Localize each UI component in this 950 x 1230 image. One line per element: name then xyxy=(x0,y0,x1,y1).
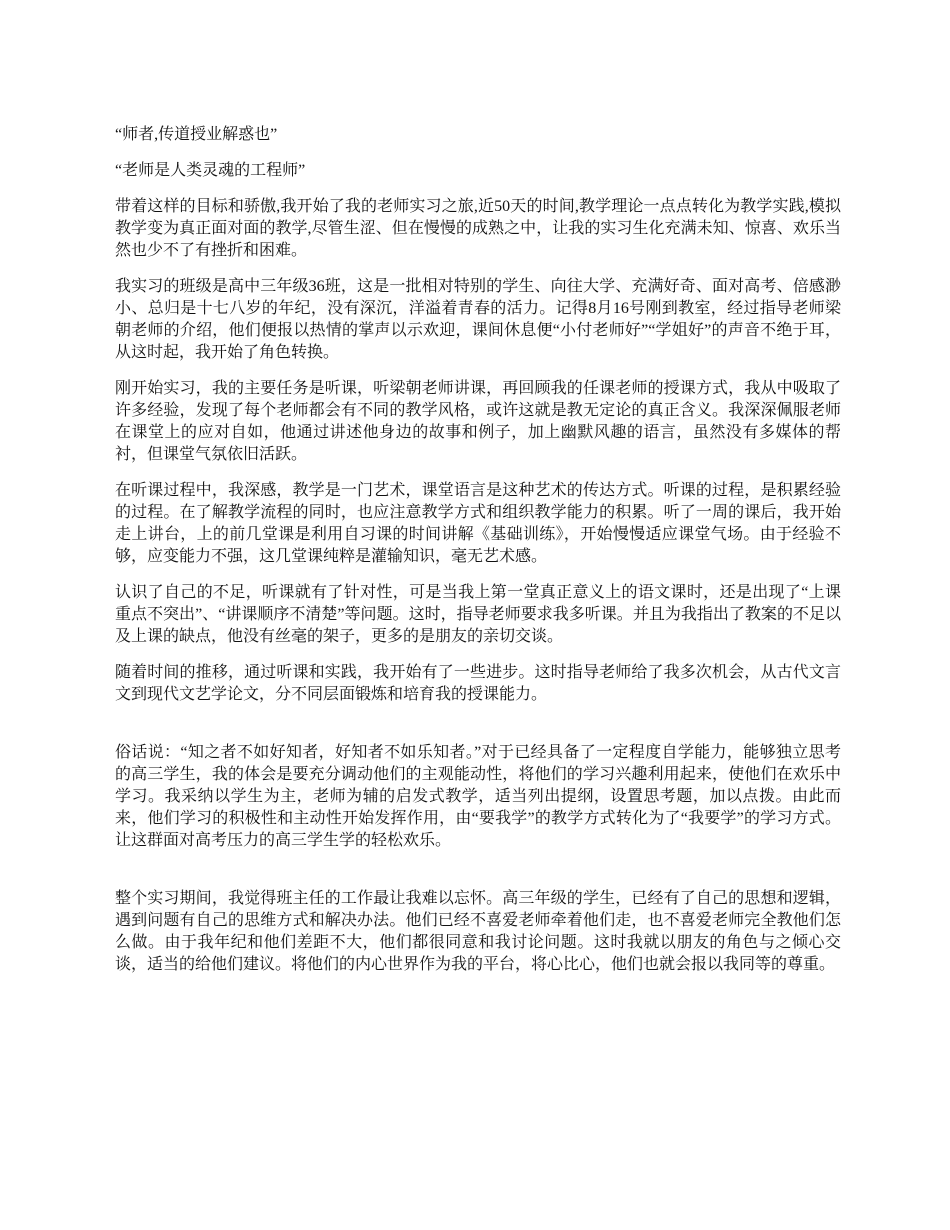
paragraph-listening: 刚开始实习，我的主要任务是听课，听梁朝老师讲课，再回顾我的任课老师的授课方式，我从中吸取了许多经验，发现了每个老师都会有不同的教学风格，或许这就是教无定论的真正含义。我深深佩服老师在课堂上的应对自如，他通过讲述他身边的故事和例子，加上幽默风趣的语言，虽然没有多媒体的帮衬，但课堂气氛依旧活跃。 xyxy=(115,380,841,463)
paragraph-class: 我实习的班级是高中三年级36班，这是一批相对特别的学生、向往大学、充满好奇、面对高考、倍感渺小、总归是十七八岁的年纪，没有深沉，洋溢着青春的活力。记得8月16号刚到教室，经过指导老师梁朝老师的介绍，他们便报以热情的掌声以示欢迎，课间休息便“小付老师好”“学姐好”的声音不绝于耳，从这时起，我开始了角色转换。 xyxy=(115,278,841,361)
paragraph-progress: 随着时间的推移，通过听课和实践，我开始有了一些进步。这时指导老师给了我多次机会，从古代文言文到现代文艺学论文，分不同层面锻炼和培育我的授课能力。 xyxy=(115,664,841,703)
quote-line-2: “老师是人类灵魂的工程师” xyxy=(115,162,306,179)
paragraph-intro: 带着这样的目标和骄傲,我开始了我的老师实习之旅,近50天的时间,教学理论一点点转化为教学实践,模拟教学变为真正面对面的教学,尽管生涩、但在慢慢的成熟之中，让我的实习生化充满未知、惊喜、欢乐当然也少不了有挫折和困难。 xyxy=(115,198,841,259)
paragraph-homeroom: 整个实习期间，我觉得班主任的工作最让我难以忘怀。高三年级的学生，已经有了自己的思想和逻辑，遇到问题有自己的思维方式和解决办法。他们已经不喜爱老师牵着他们走，也不喜爱老师完全教他们怎么做。由于我年纪和他们差距不大，他们都很同意和我讨论问题。这时我就以朋友的角色与之倾心交谈，适当的给他们建议。将他们的内心世界作为我的平台，将心比心，他们也就会报以我同等的尊重。 xyxy=(115,890,841,973)
document-page xyxy=(115,124,841,990)
paragraph-shortcomings: 认识了自己的不足，听课就有了针对性，可是当我上第一堂真正意义上的语文课时，还是出现了“上课重点不突出”、“讲课顺序不清楚”等问题。这时，指导老师要求我多听课。并且为我指出了教案的不足以及上课的缺点，他没有丝毫的架子，更多的是朋友的亲切交谈。 xyxy=(115,584,841,645)
paragraph-method: 俗话说：“知之者不如好知者，好知者不如乐知者。”对于已经具备了一定程度自学能力，能够独立思考的高三学生，我的体会是要充分调动他们的主观能动性，将他们的学习兴趣利用起来，使他们在欢乐中学习。我采纳以学生为主，老师为辅的启发式教学，适当列出提纲，设置思考题，加以点拨。由此而来，他们学习的积极性和主动性开始发挥作用，由“要我学”的教学方式转化为了“我要学”的学习方式。让这群面对高考压力的高三学生学的轻松欢乐。 xyxy=(115,744,841,849)
paragraph-teaching-art: 在听课过程中，我深感，教学是一门艺术，课堂语言是这种艺术的传达方式。听课的过程，是积累经验的过程。在了解教学流程的同时，也应注意教学方式和组织教学能力的积累。听了一周的课后，我开始走上讲台，上的前几堂课是利用自习课的时间讲解《基础训练》，开始慢慢适应课堂气场。由于经验不够，应变能力不强，这几堂课纯粹是灌输知识，毫无艺术感。 xyxy=(115,482,841,565)
quote-line-1: “师者,传道授业解惑也” xyxy=(115,126,278,143)
